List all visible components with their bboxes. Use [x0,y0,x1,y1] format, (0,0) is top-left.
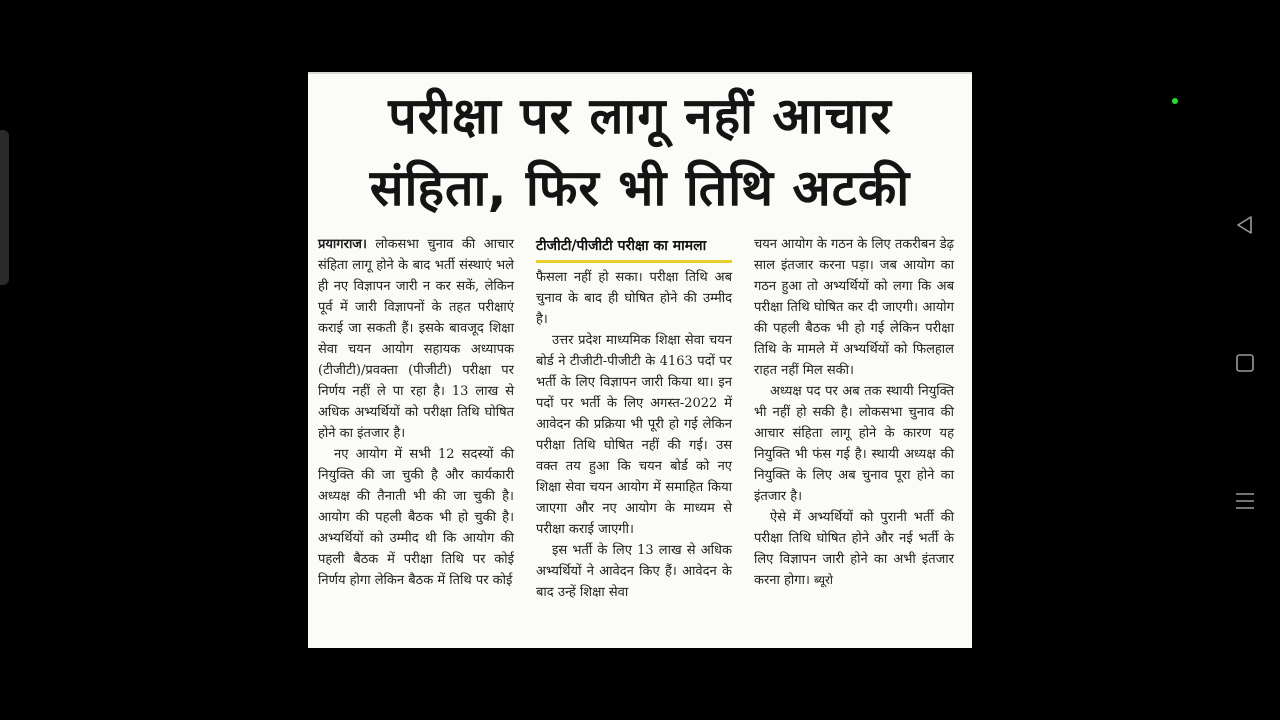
navigation-bar [1210,0,1280,720]
column-2-paragraph-1: फैसला नहीं हो सका। परीक्षा तिथि अब चुनाव के बाद ही घोषित होने की उम्मीद है। [536,270,732,327]
column-1-paragraph-2: नए आयोग में सभी 12 सदस्यों की नियुक्ति की जा चुकी है और कार्यकारी अध्यक्ष की तैनाती भी की जा चुकी है। आयोग की पहली बैठक भी हो चुकी है। अभ्यर्थियों को उम्मीद थी कि आयोग की पहली बैठक में परीक्षा तिथि पर कोई निर्णय होगा लेकिन बैठक में तिथि पर कोई [318,447,514,588]
column-2-paragraph-2: उत्तर प्रदेश माध्यमिक शिक्षा सेवा चयन बोर्ड ने टीजीटी-पीजीटी के 4163 पदों पर भर्ती के लिए विज्ञापन जारी किया था। इन पदों पर भर्ती के लिए अगस्त-2022 में आवेदन की प्रक्रिया भी पूरी हो गई लेकिन परीक्षा तिथि घोषित नहीं की गई। उस वक्त तय हुआ कि चयन बोर्ड को नए शिक्षा सेवा चयन आयोग में समाहित किया जाएगा और नए आयोग के माध्यम से परीक्षा कराई जाएगी। [536,333,732,537]
column-2-paragraph-3: इस भर्ती के लिए 13 लाख से अधिक अभ्यर्थियों ने आवेदन किए हैं। आवेदन के बाद उन्हें शिक्षा सेवा [536,543,732,600]
back-triangle-icon [1234,214,1256,236]
edge-panel-handle[interactable] [0,130,9,285]
column-3-paragraph-3 [754,507,954,591]
article-column-1 [318,234,514,591]
byline: ब्यूरो [814,573,834,587]
column-3-paragraph-2: अध्यक्ष पद पर अब तक स्थायी नियुक्ति भी नहीं हो सकी है। लोकसभा चुनाव की आचार संहिता लागू होने के कारण यह नियुक्ति भी फंस गई है। स्थायी अध्यक्ष की नियुक्ति के लिए अब चुनाव पूरा होने का इंतजार है। [754,384,954,504]
recents-button[interactable] [1232,488,1258,514]
headline-line-1: परीक्षा पर लागू नहीं आचार [388,87,892,145]
dateline: प्रयागराज। [318,237,367,252]
back-button[interactable] [1232,212,1258,238]
column-3-paragraph-3-text: ऐसे में अभ्यर्थियों को पुरानी भर्ती की परीक्षा तिथि घोषित होने और नई भर्ती के लिए विज्ञापन जारी होने का अभी इंतजार करना होगा। [754,510,954,588]
home-button[interactable] [1232,350,1258,376]
recents-menu-icon [1234,490,1256,512]
column-1-paragraph-1 [318,234,514,444]
newspaper-clipping [308,72,972,648]
article-column-3 [754,234,954,591]
column-1-paragraph-1-text: लोकसभा चुनाव की आचार संहिता लागू होने के बाद भर्ती संस्थाएं भले ही नए विज्ञापन जारी न कर सकें, लेकिन पूर्व में जारी विज्ञापनों के तहत परीक्षाएं कराई जा सकती हैं। इसके बावजूद शिक्षा सेवा चयन आयोग सहायक अध्यापक (टीजीटी)/प्रवक्ता (पीजीटी) परीक्षा पर निर्णय नहीं ले पा रहा है। 13 लाख से अधिक अभ्यर्थियों को परीक्षा तिथि घोषित होने का इंतजार है। [318,237,514,441]
article-headline [308,80,972,224]
home-square-icon [1234,352,1256,374]
article-kicker: टीजीटी/पीजीटी परीक्षा का मामला [536,234,732,263]
article-column-2 [536,234,732,603]
headline-line-2: संहिता, फिर भी तिथि अटकी [369,159,911,217]
status-indicator-dot [1172,98,1178,104]
column-3-paragraph-1: चयन आयोग के गठन के लिए तकरीबन डेढ़ साल इंतजार करना पड़ा। जब आयोग का गठन हुआ तो अभ्यर्थियों को लगा कि अब परीक्षा तिथि घोषित कर दी जाएगी। आयोग की पहली बैठक भी हो गई लेकिन परीक्षा तिथि के मामले में अभ्यर्थियों को फिलहाल राहत नहीं मिल सकी। [754,237,954,378]
